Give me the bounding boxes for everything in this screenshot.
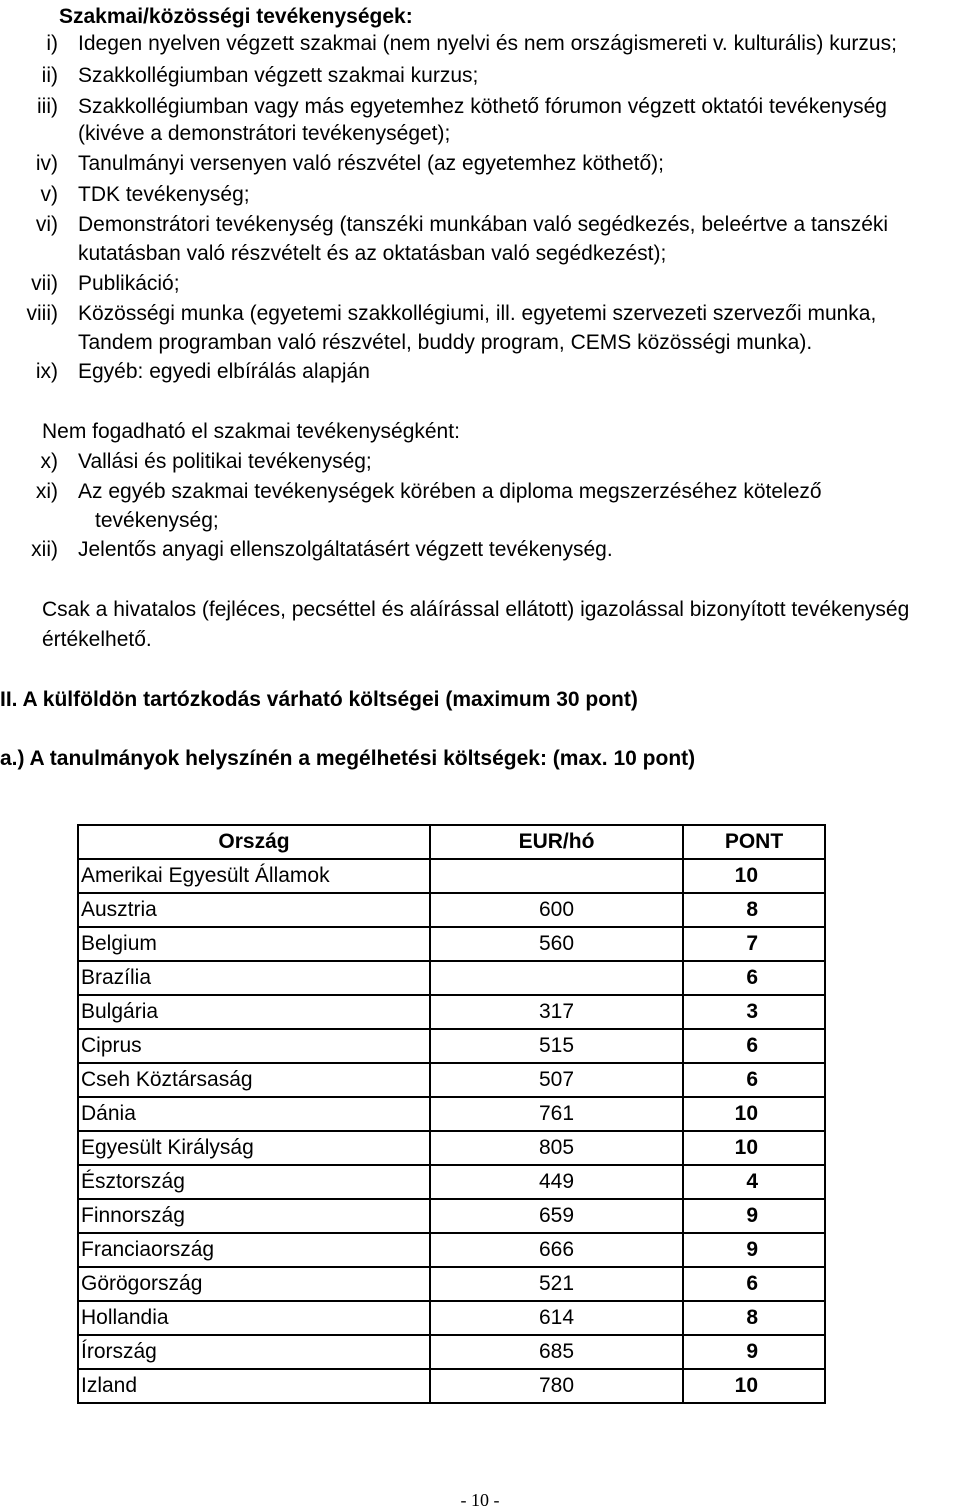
cell-points: 10: [683, 859, 825, 893]
cell-eur: 600: [430, 893, 683, 927]
list-marker: i): [46, 32, 58, 55]
list-marker: iii): [37, 95, 58, 118]
list-marker: v): [40, 183, 58, 206]
cell-eur: 685: [430, 1335, 683, 1369]
list-item: TDK tevékenység;: [78, 183, 250, 206]
cell-points: 6: [683, 961, 825, 995]
cell-country: Dánia: [78, 1097, 430, 1131]
table-row: [78, 1301, 825, 1335]
table-row: [78, 893, 825, 927]
note-line: értékelhető.: [42, 628, 152, 651]
list-item: Egyéb: egyedi elbírálás alapján: [78, 360, 370, 383]
list-marker: ii): [41, 64, 58, 87]
cell-points: 6: [683, 1063, 825, 1097]
cell-eur: 449: [430, 1165, 683, 1199]
list-marker: iv): [35, 152, 58, 175]
table-row: [78, 995, 825, 1029]
table-row: [78, 859, 825, 893]
list-item: Szakkollégiumban végzett szakmai kurzus;: [78, 64, 479, 87]
cell-country: Cseh Köztársaság: [78, 1063, 430, 1097]
cell-country: Egyesült Királyság: [78, 1131, 430, 1165]
cell-country: Görögország: [78, 1267, 430, 1301]
list-item-continuation: kutatásban való részvételt és az oktatásban való segédkezést);: [78, 242, 667, 265]
cell-points: 9: [683, 1335, 825, 1369]
cell-country: Belgium: [78, 927, 430, 961]
cell-country: Izland: [78, 1369, 430, 1403]
cell-eur: 780: [430, 1369, 683, 1403]
cell-points: 9: [683, 1233, 825, 1267]
cell-eur: 659: [430, 1199, 683, 1233]
table-body: [78, 859, 825, 1403]
list-item-continuation: tevékenység;: [95, 509, 219, 532]
cell-eur: 507: [430, 1063, 683, 1097]
list-item: Idegen nyelven végzett szakmai (nem nyelvi és nem országismereti v. kulturális) kurzus;: [78, 32, 897, 55]
cell-eur: [430, 859, 683, 893]
list-item: Tanulmányi versenyen való részvétel (az egyetemhez köthető);: [78, 152, 664, 175]
cell-eur: 521: [430, 1267, 683, 1301]
cell-eur: 614: [430, 1301, 683, 1335]
cell-eur: 666: [430, 1233, 683, 1267]
cell-country: Írország: [78, 1335, 430, 1369]
cell-country: Észtország: [78, 1165, 430, 1199]
table-row: [78, 1165, 825, 1199]
list-marker: vii): [31, 272, 58, 295]
list-marker: ix): [35, 360, 58, 383]
cell-country: Finnország: [78, 1199, 430, 1233]
list-marker: xi): [35, 480, 58, 503]
list-item: Vallási és politikai tevékenység;: [78, 450, 372, 473]
not-accepted-heading: Nem fogadható el szakmai tevékenységként:: [42, 420, 460, 443]
table-row: [78, 927, 825, 961]
living-costs-table: [77, 824, 826, 1404]
cell-points: 6: [683, 1029, 825, 1063]
table-row: [78, 1063, 825, 1097]
cell-eur: 317: [430, 995, 683, 1029]
list-item: Az egyéb szakmai tevékenységek körében a diploma megszerzéséhez kötelező: [78, 480, 822, 503]
cell-country: Ciprus: [78, 1029, 430, 1063]
cell-points: 3: [683, 995, 825, 1029]
list-item-continuation: (kivéve a demonstrátori tevékenységet);: [78, 122, 451, 145]
cell-eur: 761: [430, 1097, 683, 1131]
cell-points: 10: [683, 1131, 825, 1165]
cell-points: 7: [683, 927, 825, 961]
cell-eur: [430, 961, 683, 995]
column-header-eur: EUR/hó: [430, 825, 683, 859]
cell-points: 9: [683, 1199, 825, 1233]
table-row: [78, 1029, 825, 1063]
cell-eur: 560: [430, 927, 683, 961]
column-header-points: PONT: [683, 825, 825, 859]
list-item: Szakkollégiumban vagy más egyetemhez köthető fórumon végzett oktatói tevékenység: [78, 95, 887, 118]
list-marker: viii): [26, 302, 58, 325]
cell-country: Franciaország: [78, 1233, 430, 1267]
cell-points: 8: [683, 893, 825, 927]
list-item: Közösségi munka (egyetemi szakkollégiumi, ill. egyetemi szervezeti szervezői munka,: [78, 302, 877, 325]
section-ii-heading: II. A külföldön tartózkodás várható költségei (maximum 30 pont): [0, 688, 638, 711]
cell-country: Brazília: [78, 961, 430, 995]
list-item: Demonstrátori tevékenység (tanszéki munkában való segédkezés, beleértve a tanszéki: [78, 213, 889, 236]
cell-points: 8: [683, 1301, 825, 1335]
cell-country: Amerikai Egyesült Államok: [78, 859, 430, 893]
table-row: [78, 1369, 825, 1403]
list-item: Publikáció;: [78, 272, 180, 295]
table-header-row: [78, 825, 825, 859]
subsection-a-heading: a.) A tanulmányok helyszínén a megélhetési költségek: (max. 10 pont): [0, 747, 696, 770]
list-item: Jelentős anyagi ellenszolgáltatásért végzett tevékenység.: [78, 538, 613, 561]
cell-points: 4: [683, 1165, 825, 1199]
cell-country: Bulgária: [78, 995, 430, 1029]
table-row: [78, 1199, 825, 1233]
list-item-continuation: Tandem programban való részvétel, buddy program, CEMS közösségi munka).: [78, 331, 813, 354]
cell-eur: 515: [430, 1029, 683, 1063]
page-number: - 10 -: [460, 1490, 500, 1510]
table-row: [78, 1131, 825, 1165]
column-header-country: Ország: [78, 825, 430, 859]
table-row: [78, 1335, 825, 1369]
note-line: Csak a hivatalos (fejléces, pecséttel és aláírással ellátott) igazolással bizonyított tevékenység: [42, 598, 910, 621]
list-marker: x): [40, 450, 58, 473]
list-marker: xii): [31, 538, 58, 561]
cell-eur: 805: [430, 1131, 683, 1165]
cell-country: Hollandia: [78, 1301, 430, 1335]
cell-points: 10: [683, 1097, 825, 1131]
list-marker: vi): [35, 213, 58, 236]
table-row: [78, 961, 825, 995]
cell-points: 6: [683, 1267, 825, 1301]
table-row: [78, 1233, 825, 1267]
section-heading: Szakmai/közösségi tevékenységek:: [59, 5, 413, 28]
table-row: [78, 1267, 825, 1301]
cell-points: 10: [683, 1369, 825, 1403]
table-row: [78, 1097, 825, 1131]
cell-country: Ausztria: [78, 893, 430, 927]
